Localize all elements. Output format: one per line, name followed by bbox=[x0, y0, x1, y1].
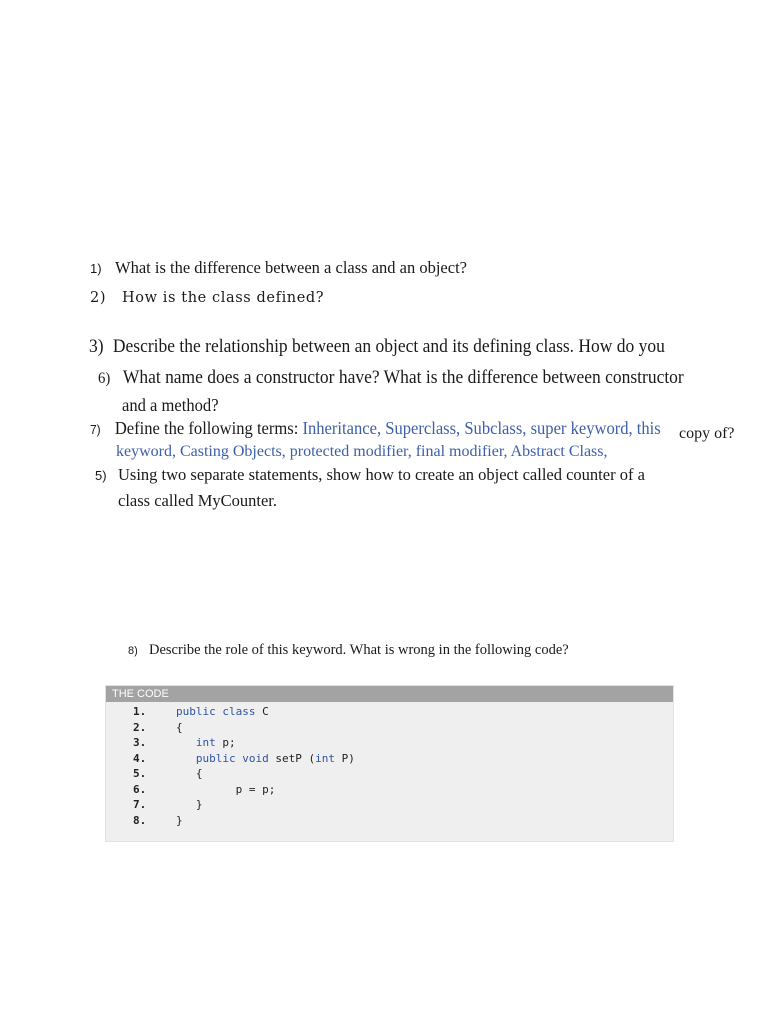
question-7 bbox=[90, 418, 661, 439]
question-number: 8) bbox=[128, 645, 138, 657]
question-6 bbox=[98, 367, 684, 389]
question-5-continuation: class called MyCounter. bbox=[118, 491, 278, 510]
question-3 bbox=[89, 336, 665, 358]
question-text: How is the class defined? bbox=[122, 290, 325, 306]
question-text: Define the following terms: bbox=[114, 418, 303, 438]
line-number: 1. bbox=[133, 705, 147, 718]
code-line bbox=[106, 704, 673, 719]
code-line bbox=[106, 766, 673, 781]
code-line bbox=[106, 751, 673, 766]
question-1 bbox=[90, 258, 467, 278]
question-number: 3) bbox=[89, 336, 104, 357]
terms-list: Inheritance, Superclass, Subclass, super keyword, this bbox=[302, 418, 661, 438]
question-2 bbox=[90, 290, 324, 306]
code-text: } bbox=[195, 798, 203, 811]
terms-list-continuation: keyword, Casting Objects, protected modifier, final modifier, Abstract Class, bbox=[116, 443, 608, 460]
code-text: } bbox=[176, 813, 183, 827]
question-text: Describe the role of this keyword. What is wrong in the following code? bbox=[149, 642, 569, 658]
question-5 bbox=[95, 465, 645, 485]
line-number: 8. bbox=[133, 813, 147, 827]
code-line bbox=[106, 797, 673, 812]
code-line bbox=[106, 813, 673, 828]
code-line bbox=[106, 720, 673, 735]
code-text: public class C bbox=[176, 705, 269, 718]
question-number: 5) bbox=[95, 468, 107, 483]
line-number: 2. bbox=[133, 720, 147, 734]
code-text: { bbox=[195, 767, 203, 780]
side-note: copy of? bbox=[679, 425, 735, 442]
code-text: public void setP (int P) bbox=[195, 751, 355, 765]
question-number: 6) bbox=[98, 370, 111, 387]
line-number: 3. bbox=[133, 736, 147, 749]
question-text: Using two separate statements, show how to create an object called counter of a bbox=[118, 465, 645, 484]
question-6-continuation: and a method? bbox=[122, 395, 219, 415]
question-number: 7) bbox=[90, 422, 101, 437]
code-block-header: THE CODE bbox=[106, 686, 673, 702]
code-line bbox=[106, 735, 673, 750]
code-text: int p; bbox=[195, 736, 236, 749]
code-text: p = p; bbox=[235, 782, 276, 796]
question-8 bbox=[128, 642, 569, 659]
line-number: 5. bbox=[133, 767, 147, 780]
question-number: 2) bbox=[90, 290, 107, 306]
question-text: What name does a constructor have? What is the difference between constructor bbox=[122, 367, 684, 388]
line-number: 4. bbox=[133, 751, 147, 765]
question-text: What is the difference between a class and an object? bbox=[115, 258, 467, 277]
code-block bbox=[105, 685, 674, 842]
code-text: { bbox=[176, 720, 183, 734]
line-number: 7. bbox=[133, 798, 147, 811]
line-number: 6. bbox=[133, 782, 147, 796]
code-line bbox=[106, 782, 673, 797]
question-text: Describe the relationship between an object and its defining class. How do you bbox=[112, 336, 665, 357]
question-number: 1) bbox=[90, 261, 102, 276]
